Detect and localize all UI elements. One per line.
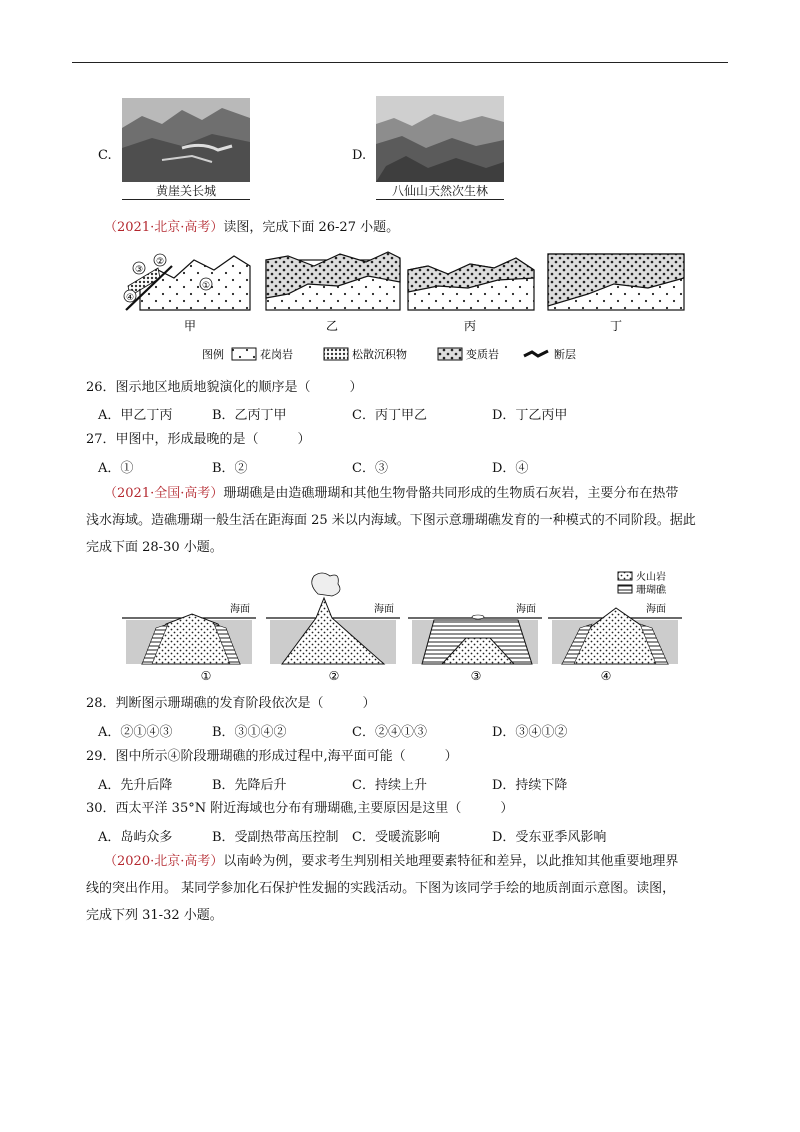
q30-option-a[interactable]: A．岛屿众多 [98,830,173,845]
option-d-caption: 八仙山天然次生林 [376,182,504,200]
legend-granite-swatch [232,348,256,360]
legend-volcanic-swatch [618,572,632,580]
q27-option-b[interactable]: B．② [212,461,248,476]
great-wall-image [122,98,250,182]
mark-3: ③ [134,265,144,275]
legend-sediment-swatch [324,348,348,360]
legend-title: 图例 [202,348,224,361]
q28-option-c[interactable]: C．②④①③ [352,725,427,740]
legend-fault-swatch [524,351,548,356]
coral-intro-line1: 珊瑚礁是由造礁珊瑚和其他生物骨骼共同形成的生物质石灰岩，主要分布在热带 [223,486,679,501]
q29-option-c[interactable]: C．持续上升 [352,778,427,793]
final-intro-line1: 以南岭为例，要求考生判别相关地理要素特征和差异，以此推知其他重要地理界 [223,854,679,869]
geology-evolution-figure [118,248,696,370]
q27-stem: 27．甲图中，形成最晚的是（ ） [86,432,311,447]
final-intro-line3: 完成下列 31-32 小题。 [86,908,223,923]
panel-label-yi: 乙 [325,319,339,333]
q28-option-d[interactable]: D．③④①② [492,725,568,740]
stage-1 [122,602,256,664]
option-c-caption: 黄崖关长城 [122,182,250,200]
coral-reef-figure [122,568,682,684]
q26-option-a[interactable]: A．甲乙丁丙 [98,408,173,423]
legend-granite: 花岗岩 [260,348,293,361]
legend-sediment: 松散沉积物 [352,348,407,361]
q29-option-d[interactable]: D．持续下降 [492,778,568,793]
legend-coral: 珊瑚礁 [636,585,666,596]
q30-option-b[interactable]: B．受副热带高压控制 [212,830,339,845]
mark-1: ① [201,281,211,291]
coral-intro [86,480,696,561]
stage-label-2: ② [328,669,340,683]
q30-option-c[interactable]: C．受暖流影响 [352,830,440,845]
q28-option-b[interactable]: B．③①④② [212,725,287,740]
option-d-letter: D. [352,148,367,163]
coral-intro-line3: 完成下面 28-30 小题。 [86,540,223,555]
stage-3 [408,602,542,664]
intro-text: 读图，完成下面 26-27 小题。 [223,220,400,235]
mark-4: ④ [125,293,135,303]
final-intro [86,848,678,929]
source-tag: （2021·全国·高考） [104,486,224,501]
panel-yi [266,252,400,310]
q30-option-d[interactable]: D．受东亚季风影响 [492,830,607,845]
volcano-plume [312,573,340,596]
legend-fault: 断层 [554,348,576,361]
legend-coral-swatch [618,585,632,593]
q29-option-a[interactable]: A．先升后降 [98,778,173,793]
q26-stem: 26．图示地区地质地貌演化的顺序是（ ） [86,380,363,395]
stage-label-3: ③ [470,669,482,683]
option-c-letter: C. [98,148,112,163]
panel-label-bing: 丙 [463,319,477,333]
option-d-photo [376,96,504,182]
stage-label-4: ④ [600,669,612,683]
q27-option-a[interactable]: A．① [98,461,134,476]
q29-stem: 29．图中所示④阶段珊瑚礁的形成过程中,海平面可能（ ） [86,749,458,764]
source-tag: （2021·北京·高考） [104,220,224,235]
panel-label-jia: 甲 [183,319,197,333]
q29-option-b[interactable]: B．先降后升 [212,778,287,793]
legend-volcanic: 火山岩 [636,572,666,583]
q28-option-a[interactable]: A．②①④③ [98,725,173,740]
stage-2 [266,573,400,664]
coral-intro-line2: 浅水海域。造礁珊瑚一般生活在距海面 25 米以内海域。下图示意珊瑚礁发育的一种模式的不同阶段。据此 [86,513,696,528]
q27-option-c[interactable]: C．③ [352,461,388,476]
panel-jia [124,254,250,310]
panel-label-ding: 丁 [609,319,623,333]
option-c-photo [122,98,250,182]
panel-ding [548,254,684,310]
stage-4 [548,602,682,664]
stage-label-1: ① [200,669,212,683]
header-rule [72,62,728,63]
q26-option-d[interactable]: D．丁乙丙甲 [492,408,568,423]
sea-label-4: 海面 [646,604,666,615]
sea-label-2: 海面 [374,604,394,615]
legend-meta-swatch [438,348,462,360]
intro-26-27 [104,218,399,237]
q28-stem: 28．判断图示珊瑚礁的发育阶段依次是（ ） [86,696,376,711]
mark-2: ② [155,257,165,267]
forest-image [376,96,504,182]
sea-label-3: 海面 [516,604,536,615]
q27-option-d[interactable]: D．④ [492,461,529,476]
sea-label-1: 海面 [230,604,250,615]
legend-meta: 变质岩 [466,348,499,361]
q26-option-c[interactable]: C．丙丁甲乙 [352,408,427,423]
panel-bing [408,258,534,310]
source-tag: （2020·北京·高考） [104,854,224,869]
q26-option-b[interactable]: B．乙丙丁甲 [212,408,287,423]
final-intro-line2: 线的突出作用。 某同学参加化石保护性发掘的实践活动。下图为该同学手绘的地质剖面示意图。读图， [86,881,676,896]
q30-stem: 30．西太平洋 35°N 附近海域也分布有珊瑚礁,主要原因是这里（ ） [86,801,514,816]
